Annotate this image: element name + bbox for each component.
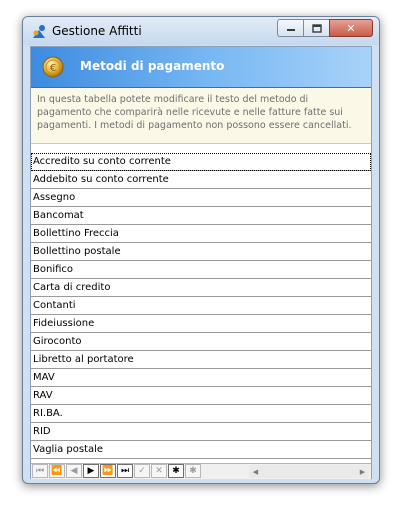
minimize-icon	[286, 24, 296, 32]
nav-first-page-button[interactable]	[32, 464, 48, 478]
app-logo-icon	[31, 24, 47, 40]
info-text: In questa tabella potete modificare il testo del metodo di pagamento che comparirà nelle ricevute e nelle fatture fatte sui pagamenti. I metodi di pagamento non possono essere cancellati.	[37, 94, 352, 131]
table-row[interactable]: Addebito su conto corrente	[31, 171, 371, 189]
table-row[interactable]: Bonifico	[31, 261, 371, 279]
table-row[interactable]: Bollettino postale	[31, 243, 371, 261]
table-row[interactable]: MAV	[31, 369, 371, 387]
nav-next-icon: ▶	[87, 465, 95, 476]
section-header	[31, 47, 371, 88]
table-row[interactable]: RI.BA.	[31, 405, 371, 423]
navigator-bar	[31, 463, 371, 479]
client-area	[30, 46, 372, 479]
table-row[interactable]: Contanti	[31, 297, 371, 315]
payment-methods-table[interactable]	[31, 153, 371, 463]
nav-first-page-icon: ⏮	[35, 465, 45, 476]
nav-post-icon: ✓	[138, 465, 146, 476]
maximize-icon	[312, 24, 322, 33]
navigator-buttons	[32, 464, 202, 478]
caption-buttons	[277, 19, 373, 37]
nav-edit-icon: ✱	[189, 465, 197, 476]
table-row[interactable]: Carta di credito	[31, 279, 371, 297]
title-bar[interactable]	[23, 17, 379, 45]
table-row[interactable]: Giroconto	[31, 333, 371, 351]
nav-refresh-icon: ✱	[172, 465, 180, 476]
nav-cancel-icon: ✕	[155, 465, 163, 476]
nav-post-button[interactable]	[134, 464, 150, 478]
nav-prior-button[interactable]	[66, 464, 82, 478]
nav-last-icon: ⏭	[120, 465, 130, 476]
table-row[interactable]: Accredito su conto corrente	[31, 153, 371, 171]
nav-cancel-button[interactable]	[151, 464, 167, 478]
nav-prior-page-button[interactable]	[49, 464, 65, 478]
nav-prior-page-icon: ⏪	[51, 465, 63, 476]
table-row[interactable]: Fideiussione	[31, 315, 371, 333]
scroll-left-icon[interactable]: ◀	[252, 467, 259, 476]
table-row[interactable]: Vaglia postale	[31, 441, 371, 459]
coin-icon	[42, 56, 64, 78]
scroll-right-icon[interactable]: ▶	[359, 467, 366, 476]
nav-prior-icon: ◀	[70, 465, 78, 476]
horizontal-scrollbar[interactable]	[249, 465, 369, 478]
nav-next-button[interactable]	[83, 464, 99, 478]
page-title: Metodi di pagamento	[80, 59, 225, 73]
nav-next-page-icon: ⏩	[102, 465, 114, 476]
maximize-button[interactable]	[303, 19, 329, 37]
nav-refresh-button[interactable]	[168, 464, 184, 478]
minimize-button[interactable]	[277, 19, 303, 37]
close-button[interactable]	[329, 19, 373, 37]
table-row[interactable]: Libretto al portatore	[31, 351, 371, 369]
svg-text:€: €	[49, 63, 57, 74]
close-icon: ✕	[346, 21, 356, 35]
app-window	[22, 16, 380, 484]
table-row[interactable]: Bollettino Freccia	[31, 225, 371, 243]
table-row[interactable]: RID	[31, 423, 371, 441]
table-row[interactable]: RAV	[31, 387, 371, 405]
nav-next-page-button[interactable]	[100, 464, 116, 478]
table-row[interactable]: Bancomat	[31, 207, 371, 225]
nav-edit-button[interactable]	[185, 464, 201, 478]
nav-last-button[interactable]	[117, 464, 133, 478]
window-title: Gestione Affitti	[52, 24, 142, 38]
table-row[interactable]: Assegno	[31, 189, 371, 207]
info-panel	[31, 88, 371, 144]
